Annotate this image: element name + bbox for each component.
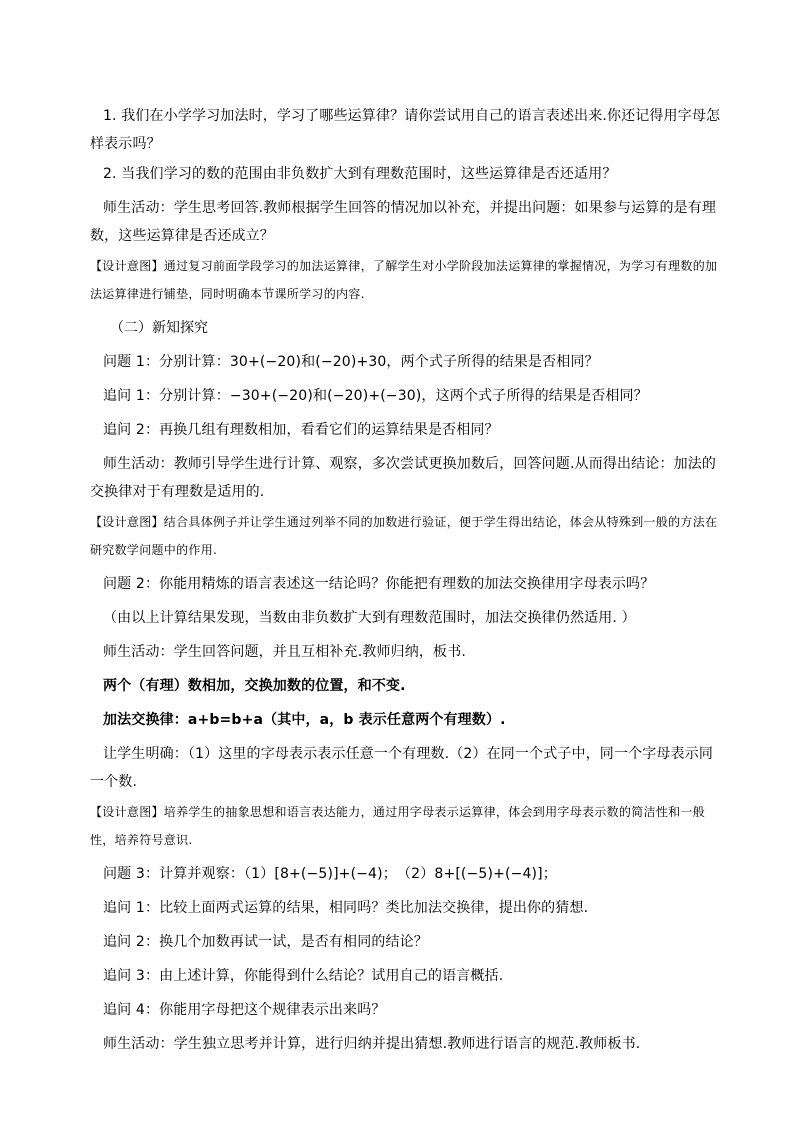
document-body	[90, 102, 724, 1064]
parenthetical-conclusion: （由以上计算结果发现，当数由非负数扩大到有理数范围时，加法交换律仍然适用. ）	[103, 610, 636, 626]
question-2: 问题 2：你能用精炼的语言表述这一结论吗？你能把有理数的加法交换律用字母表示吗？	[103, 576, 655, 592]
follow-up-1: 追问 1：分别计算：−30+(−20)和(−20)+(−30)，这两个式子所得的结果是否相同？	[103, 388, 648, 404]
teacher-student-activity-1: 师生活动：学生思考回答.教师根据学生回答的情况加以补充，并提出问题：如果参与运算的是有理数，这些运算律是否还成立？	[90, 200, 717, 244]
follow-up-2: 追问 2：再换几组有理数相加，看看它们的运算结果是否相同？	[103, 422, 499, 438]
follow-up-3-3: 追问 3：由上述计算，你能得到什么结论？试用自己的语言概括.	[103, 968, 504, 984]
design-intent-note-1: 【设计意图】通过复习前面学段学习的加法运算律，了解学生对小学阶段加法运算律的掌握情况，为学习有理数的加法运算律进行铺垫，同时明确本节课所学习的内容.	[90, 259, 718, 301]
commutative-law-formula: 加法交换律：a+b=b+a（其中，a，b 表示任意两个有理数）.	[103, 712, 506, 728]
design-intent-note-3: 【设计意图】培养学生的抽象思想和语言表达能力，通过用字母表示运算律，体会到用字母表示数的简洁性和一般性，培养符号意识.	[90, 805, 706, 847]
question-3: 问题 3：计算并观察：（1）[8+(−5)]+(−4)； （2）8+[(−5)+(−4)]；	[103, 866, 557, 882]
follow-up-3-1: 追问 1：比较上面两式运算的结果，相同吗？类比加法交换律，提出你的猜想.	[103, 900, 589, 916]
question-1: 问题 1：分别计算：30+(−20)和(−20)+30，两个式子所得的结果是否相同？	[103, 354, 599, 370]
question-review-2: 2. 当我们学习的数的范围由非负数扩大到有理数范围时，这些运算律是否还适用？	[103, 166, 617, 182]
follow-up-3-2: 追问 2：换几个加数再试一试，是否有相同的结论？	[103, 934, 428, 950]
clarification-note: 让学生明确：（1）这里的字母表示表示任意一个有理数.（2）在同一个式子中，同一个字母表示同一个数.	[90, 746, 714, 790]
section-heading-new-knowledge: （二）新知探究	[110, 320, 208, 336]
question-review-1: 1. 我们在小学学习加法时，学习了哪些运算律？请你尝试用自己的语言表述出来.你还记得用字母怎样表示吗？	[90, 108, 721, 152]
follow-up-3-4: 追问 4：你能用字母把这个规律表示出来吗？	[103, 1002, 386, 1018]
teacher-student-activity-2: 师生活动：教师引导学生进行计算、观察，多次尝试更换加数后，回答问题.从而得出结论：加法的交换律对于有理数是适用的.	[90, 456, 717, 500]
teacher-student-activity-3: 师生活动：学生回答问题，并且互相补充.教师归纳，板书.	[103, 644, 466, 660]
design-intent-note-2: 【设计意图】结合具体例子并让学生通过列举不同的加数进行验证，便于学生得出结论，体会从特殊到一般的方法在研究数学问题中的作用.	[90, 515, 718, 557]
teacher-student-activity-4: 师生活动：学生独立思考并计算，进行归纳并提出猜想.教师进行语言的规范.教师板书.	[103, 1036, 641, 1052]
commutative-law-statement: 两个（有理）数相加，交换加数的位置，和不变.	[103, 678, 406, 694]
